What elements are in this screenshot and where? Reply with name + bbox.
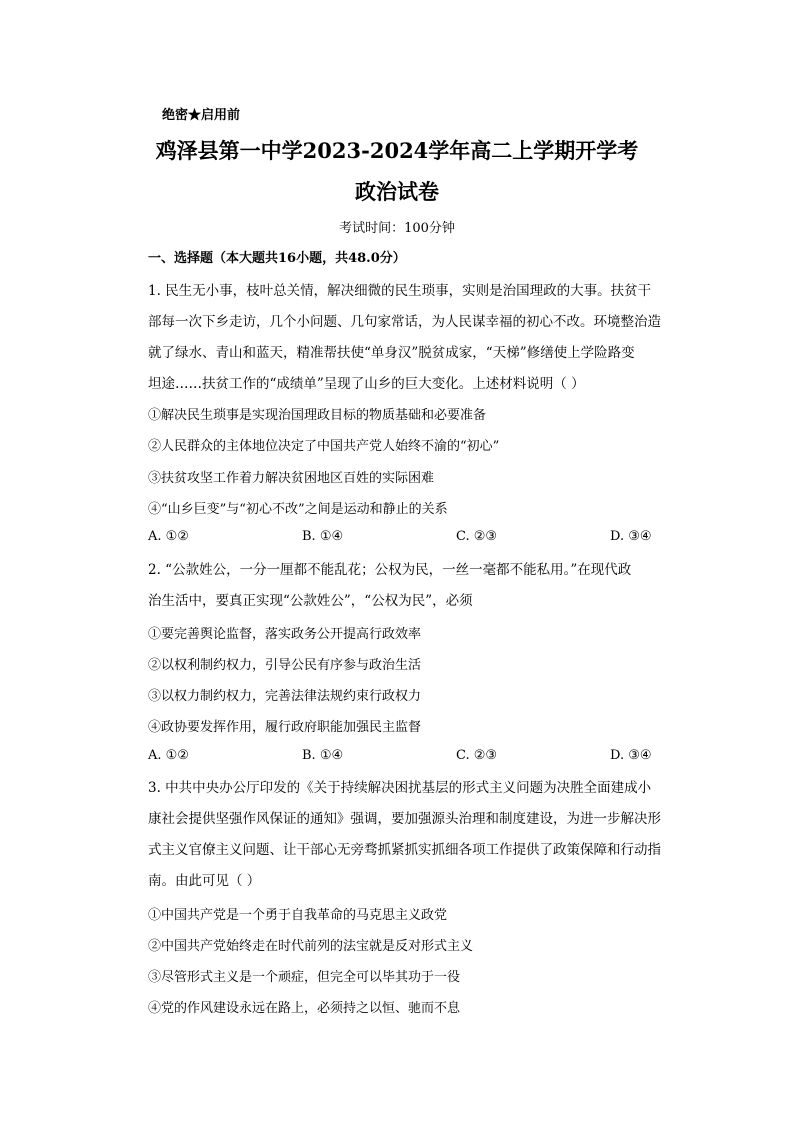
question-2-choice-c: C. ②③ <box>456 748 498 763</box>
question-2-option-3: ③以权力制约权力，完善法律法规约束行政权力 <box>148 689 422 704</box>
stem-line: 康社会提供坚强作风保证的通知》强调，要加强源头治理和制度建设，为进一步解决形 <box>148 811 661 827</box>
stem-line: 治生活中，要真正实现“公款姓公”，“公权为民”，必须 <box>148 593 473 609</box>
question-2-choice-a: A. ①② <box>148 748 189 763</box>
question-1-option-2: ②人民群众的主体地位决定了中国共产党人始终不渝的“初心” <box>148 439 500 454</box>
question-1-choice-d: D. ③④ <box>610 529 652 544</box>
stem-line: 3. 中共中央办公厅印发的《关于持续解决困扰基层的形式主义问题为决胜全面建成小 <box>148 780 652 796</box>
section-title: 一、选择题（本大题共16小题，共48.0分） <box>148 251 406 266</box>
confidential-label: 绝密★启用前 <box>162 108 241 123</box>
stem-line: 就了绿水、青山和蓝天，精准帮扶使“单身汉”脱贫成家，“天梯”修缮使上学险路变 <box>148 345 635 361</box>
question-2-choice-b: B. ①④ <box>302 748 344 763</box>
question-1-option-1: ①解决民生琐事是实现治国理政目标的物质基础和必要准备 <box>148 408 487 423</box>
stem-line: 1. 民生无小事，枝叶总关情，解决细微的民生琐事，实则是治国理政的大事。扶贫干 <box>148 283 652 299</box>
question-2-stem <box>148 555 678 617</box>
stem-line: 式主义官僚主义问题、让干部心无旁骛抓紧抓实抓细各项工作提供了政策保障和行动指 <box>148 842 661 858</box>
exam-time: 考试时间：100分钟 <box>339 221 455 236</box>
question-3-option-4: ④党的作风建设永远在路上，必须持之以恒、驰而不息 <box>148 1001 461 1016</box>
question-3-stem <box>148 773 678 897</box>
question-1-option-4: ④“山乡巨变”与“初心不改”之间是运动和静止的关系 <box>148 502 448 517</box>
question-2-choice-d: D. ③④ <box>610 748 652 763</box>
stem-line: 2. “公款姓公，一分一厘都不能乱花；公权为民，一丝一毫都不能私用。”在现代政 <box>148 562 632 578</box>
question-2-option-2: ②以权利制约权力，引导公民有序参与政治生活 <box>148 658 422 673</box>
stem-line: 部每一次下乡走访，几个小问题、几句家常话，为人民谋幸福的初心不改。环境整治造 <box>148 314 661 330</box>
question-2-option-1: ①要完善舆论监督，落实政务公开提高行政效率 <box>148 627 422 642</box>
question-1-choice-b: B. ①④ <box>302 529 344 544</box>
question-3-option-1: ①中国共产党是一个勇于自我革命的马克思主义政党 <box>148 908 448 923</box>
stem-line: 南。由此可见（ ） <box>148 873 261 889</box>
question-1-choice-a: A. ①② <box>148 529 189 544</box>
question-1-option-3: ③扶贫攻坚工作着力解决贫困地区百姓的实际困难 <box>148 471 435 486</box>
exam-subject: 政治试卷 <box>355 179 439 204</box>
question-2-option-4: ④政协要发挥作用，履行政府职能加强民主监督 <box>148 720 422 735</box>
question-3-option-2: ②中国共产党始终走在时代前列的法宝就是反对形式主义 <box>148 939 474 954</box>
exam-title: 鸡泽县第一中学2023-2024学年高二上学期开学考 <box>155 138 639 163</box>
question-1-stem <box>148 276 678 400</box>
question-1-choice-c: C. ②③ <box>456 529 498 544</box>
question-3-option-3: ③尽管形式主义是一个顽症，但完全可以毕其功于一役 <box>148 970 461 985</box>
stem-line: 坦途……扶贫工作的“成绩单”呈现了山乡的巨大变化。上述材料说明（ ） <box>148 376 585 392</box>
